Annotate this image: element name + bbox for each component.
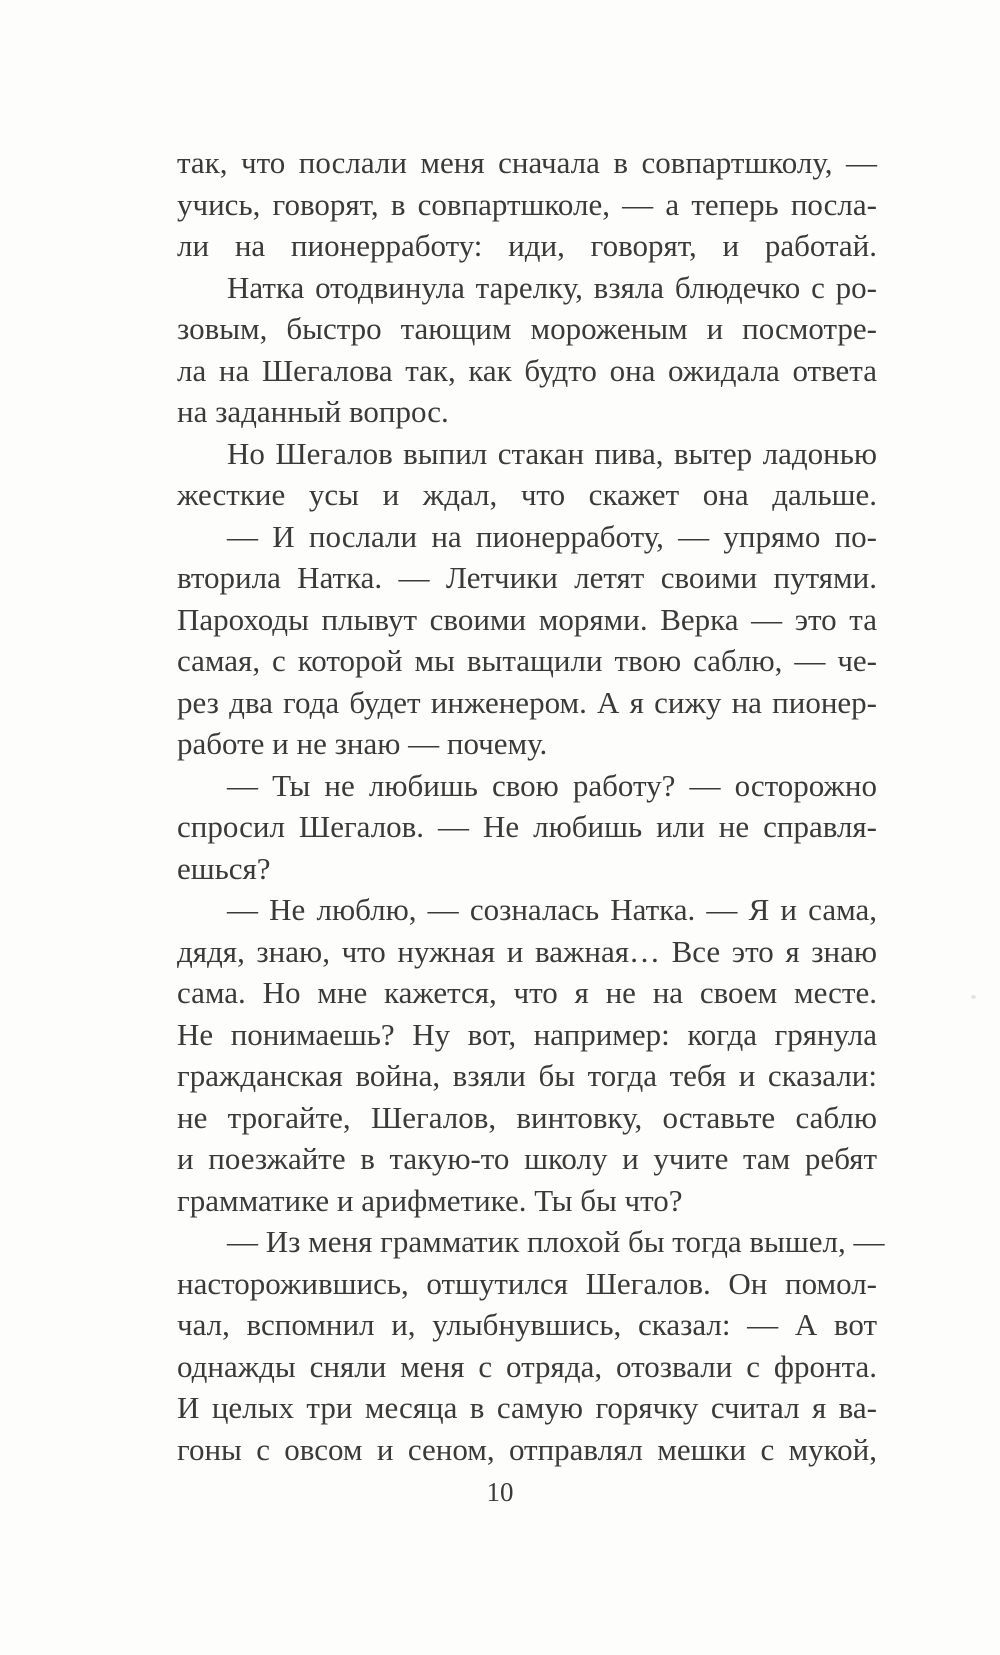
text-line: — И послали на пионерработу, — упрямо по- — [227, 518, 877, 554]
text-line: Но Шегалов выпил стакан пива, вытер ладонью — [227, 435, 877, 471]
text-line: не трогайте, Шегалов, винтовку, оставьте саблю — [177, 1099, 877, 1135]
paragraph — [177, 516, 877, 765]
text-line: — Ты не любишь свою работу? — осторожно — [227, 767, 877, 803]
text-line: Пароходы плывут своими морями. Верка — это та — [177, 601, 877, 637]
text-line: зовым, быстро тающим мороженым и посмотре- — [177, 311, 877, 346]
text-line: сама. Но мне кажется, что я не на своем месте. — [177, 975, 877, 1010]
text-line: чал, вспомнил и, улыбнувшись, сказал: — А вот — [177, 1307, 877, 1342]
text-line: Не понимаешь? Ну вот, например: когда грянула — [177, 1016, 877, 1052]
text-line: И целых три месяца в самую горячку считал я ва- — [177, 1390, 877, 1425]
text-line: самая, с которой мы вытащили твою саблю, — че- — [177, 643, 877, 678]
text-line: насторожившись, отшутился Шегалов. Он помол- — [177, 1265, 877, 1301]
text-line: — Не люблю, — созналась Натка. — Я и сама, — [227, 892, 877, 927]
paragraph — [177, 1221, 885, 1470]
text-line: однажды сняли меня с отряда, отозвали с фронта. — [177, 1348, 877, 1384]
text-line: и поезжайте в такую-то школу и учите там ребят — [177, 1141, 877, 1176]
text-line: дядя, знаю, что нужная и важная… Все это я знаю — [177, 933, 877, 969]
text-line: ла на Шегалова так, как будто она ожидала ответа — [177, 352, 877, 388]
text-line: — Из меня грамматик плохой бы тогда вышел, — — [227, 1224, 885, 1259]
text-line: ешься? — [177, 850, 271, 886]
text-line: учись, говорят, в совпартшколе, — а теперь посла- — [177, 186, 877, 222]
paragraph — [177, 889, 877, 1221]
text-line: жесткие усы и ждал, что скажет она дальше. — [177, 477, 877, 512]
text-line: работе и не знаю — почему. — [177, 726, 548, 761]
text-line: грамматике и арифметике. Ты бы что? — [177, 1182, 683, 1218]
text-line: гоны с овсом и сеном, отправлял мешки с мукой, — [177, 1431, 877, 1467]
paragraph — [177, 765, 877, 890]
text-line: так, что послали меня сначала в совпартшколу, — — [177, 145, 877, 180]
body-text — [177, 142, 885, 1470]
page-number: 10 — [486, 1477, 514, 1507]
text-line: Натка отодвинула тарелку, взяла блюдечко с ро- — [227, 269, 877, 305]
paragraph — [177, 433, 877, 516]
paragraph — [177, 142, 877, 267]
text-line: на заданный вопрос. — [177, 394, 449, 429]
paper-speck — [971, 995, 976, 999]
text-line: рез два года будет инженером. А я сижу на пионер- — [177, 684, 877, 720]
text-line: вторила Натка. — Летчики летят своими путями. — [177, 560, 877, 595]
text-line: гражданская война, взяли бы тогда тебя и сказали: — [177, 1058, 877, 1093]
text-line: ли на пионерработу: иди, говорят, и работай. — [177, 228, 877, 263]
text-line: спросил Шегалов. — Не любишь или не справля- — [177, 809, 877, 844]
paragraph — [177, 267, 877, 433]
